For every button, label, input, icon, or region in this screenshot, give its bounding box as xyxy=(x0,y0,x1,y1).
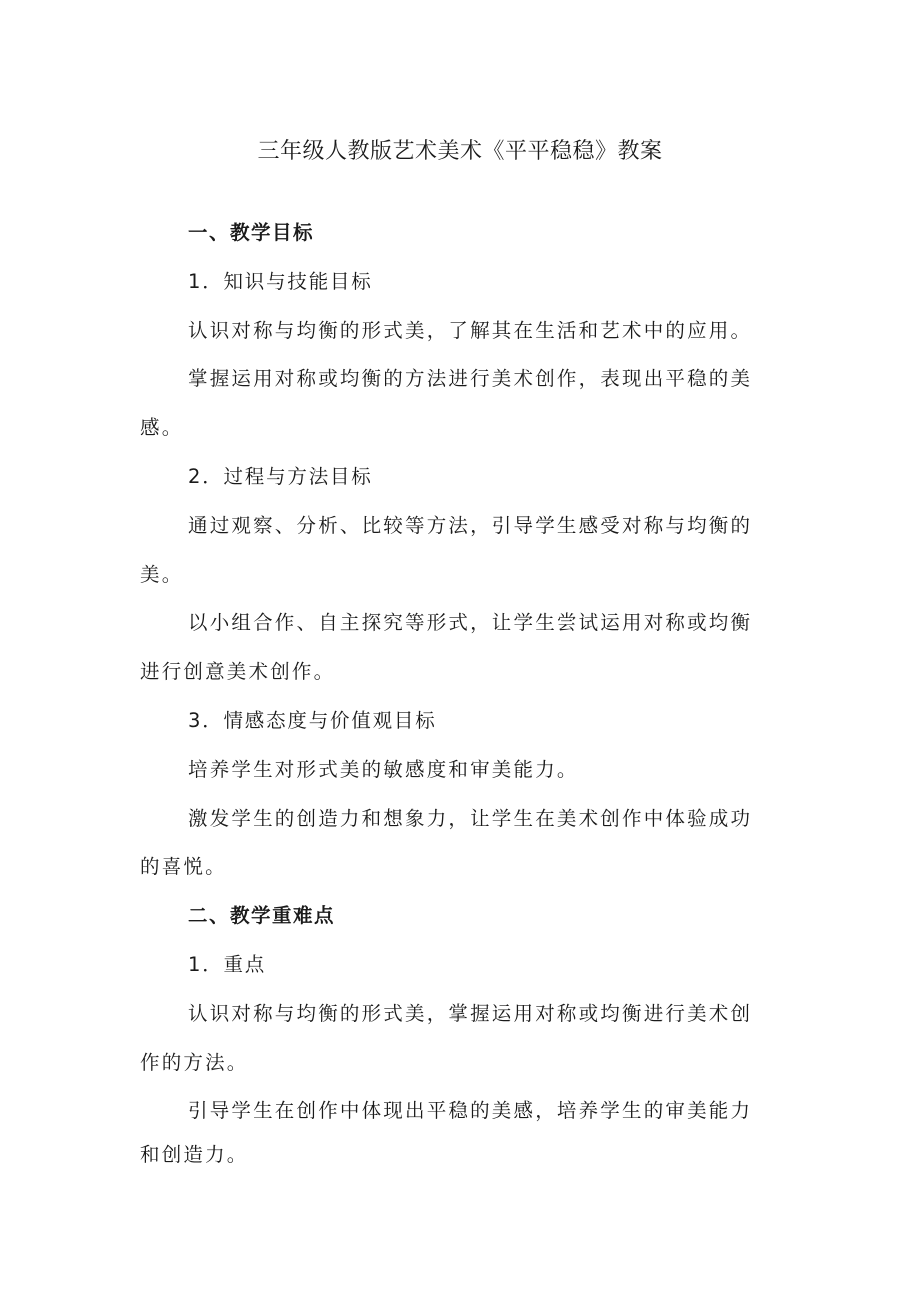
paragraph-line: 美。 xyxy=(140,562,184,586)
paragraph-line: 掌握运用对称或均衡的方法进行美术创作，表现出平稳的美 xyxy=(188,367,753,391)
paragraph-line: 认识对称与均衡的形式美，了解其在生活和艺术中的应用。 xyxy=(188,318,753,342)
subheading-process-method: 2．过程与方法目标 xyxy=(188,464,373,488)
paragraph-line: 的喜悦。 xyxy=(140,855,227,879)
section-heading-key-difficult-points: 二、教学重难点 xyxy=(188,904,336,928)
paragraph-line: 感。 xyxy=(140,416,184,440)
subheading-emotion-values: 3．情感态度与价值观目标 xyxy=(188,708,437,732)
section-heading-teaching-goals: 一、教学目标 xyxy=(188,221,315,244)
paragraph-line: 以小组合作、自主探究等形式，让学生尝试运用对称或均衡 xyxy=(188,611,753,635)
document-title: 三年级人教版艺术美术《平平稳稳》教案 xyxy=(257,139,663,164)
paragraph-line: 激发学生的创造力和想象力，让学生在美术创作中体验成功 xyxy=(188,806,753,830)
paragraph-line: 进行创意美术创作。 xyxy=(140,660,336,684)
paragraph-line: 作的方法。 xyxy=(140,1050,249,1074)
paragraph-line: 培养学生对形式美的敏感度和审美能力。 xyxy=(188,757,579,781)
paragraph-line: 通过观察、分析、比较等方法，引导学生感受对称与均衡的 xyxy=(188,513,753,537)
document-body xyxy=(140,209,790,1173)
paragraph-line: 认识对称与均衡的形式美，掌握运用对称或均衡进行美术创 xyxy=(188,1001,753,1025)
paragraph-line: 和创造力。 xyxy=(140,1143,249,1167)
paragraph-line: 引导学生在创作中体现出平稳的美感，培养学生的审美能力 xyxy=(188,1099,753,1123)
subheading-key-points: 1．重点 xyxy=(188,952,267,976)
subheading-knowledge-skills: 1．知识与技能目标 xyxy=(188,269,373,293)
